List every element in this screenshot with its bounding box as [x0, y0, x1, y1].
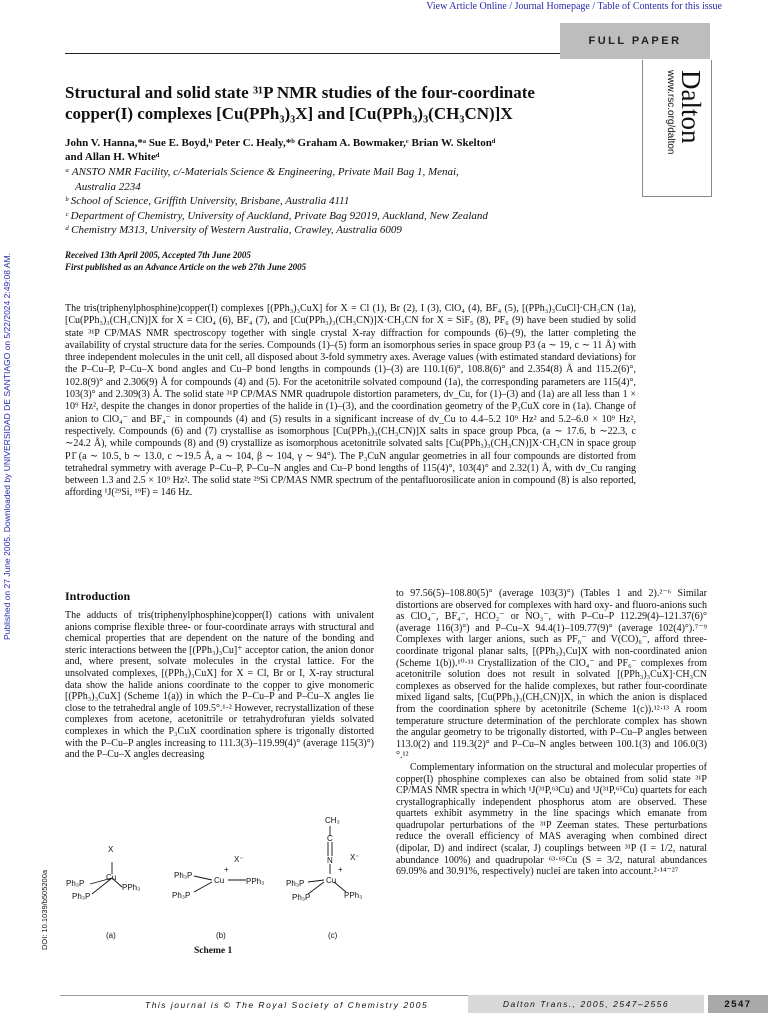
view-article-online-link[interactable]: View Article Online: [426, 1, 507, 12]
scheme-c-pph3: PPh₃: [344, 891, 363, 900]
scheme-c-ch3: CH₃: [325, 816, 340, 825]
scheme-1-figure: [62, 812, 374, 962]
affiliation-b: ᵇ School of Science, Griffith University, Brisbane, Australia 4111: [65, 195, 350, 207]
scheme-c-xminus: X⁻: [350, 853, 360, 862]
scheme-caption: Scheme 1: [194, 946, 233, 956]
author-list: John V. Hanna,*ᵃ Sue E. Boyd,ᵇ Peter C. Healy,*ᵇ Graham A. Bowmaker,ᶜ Brian W. Skeltonᵈ and Allan H. Whiteᵈ: [65, 137, 496, 163]
affiliations: [65, 166, 625, 239]
intro-column-left: The adducts of tris(triphenylphosphine)copper(I) cations with univalent anions comprise flexible three- or four-coordinate arrays with structural and chemical properties that are dependent on the nature of the bonding and steric interactions between the [(PPh₃)₃Cu]⁺ acceptor cation, the anion donor and, where present, solvate molecules in the crystal lattice. For the unsolvated complexes, [(PPh₃)₃CuX] for X = Cl, Br or I, X-ray structural data show the halide anions coordinate to the copper to give monomeric [(PPh₃)₃CuX] (Scheme 1(a)) in which the P–Cu–P and P–Cu–X angles lie close to the tetrahedral angle of 109.5°.¹·² However, recrystallization of these complexes from acetone, acetonitrile or tetrahydrofuran yields solvated complexes in which the P₃CuX coordination sphere is trigonally distorted with the P–Cu–P angles increasing to 111.3(3)–119.99(4)° (average 115(3)°) and the P–Cu–X angles decreasing: [65, 610, 374, 761]
scheme-b-xminus: X⁻: [234, 855, 244, 864]
journal-name: Dalton: [676, 70, 706, 144]
intro-paragraph-2: Complementary information on the structural and molecular properties of copper(I) phosphine complexes can also be obtained from solid state ³¹P CP/MAS NMR spectra in which ¹J(³¹P,⁶³Cu) and ¹J(³¹P,⁶⁵Cu) quartets for each crystallographically independent phosphorus atom are observed. These quartets exhibit asymmetry in the line spacings which emanate from quadrupolar perturbations of the ³¹P Zeeman states. These perturbations reduce the overall efficiency of MAS averaging when combined direct (dipolar, D) and indirect (scalar, J) couplings between ³¹P (I = 1/2, natural abundance 100%) and quadrupolar ⁶³·⁶⁵Cu (S = 3/2, natural abundances 69.09% and 30.91%, respectively) nuclei are taken into account.²·¹⁴⁻²⁷: [396, 761, 707, 878]
footer-rule: [60, 995, 468, 996]
doi-label: DOI: 10.1039/b505200a: [40, 869, 49, 950]
header-rule: [65, 53, 560, 54]
intro-column-right: [396, 588, 707, 878]
scheme-c-label: (c): [328, 931, 338, 940]
scheme-a-ph3p-1: Ph₃P: [66, 879, 85, 888]
citation: Dalton Trans., 2005, 2547–2556: [468, 995, 704, 1013]
scheme-c-cu: Cu: [326, 876, 337, 885]
article-dates: Received 13th April 2005, Accepted 7th June 2005 First published as an Advance Article on the web 27th June 2005: [65, 250, 307, 272]
affiliation-d: ᵈ Chemistry M313, University of Western Australia, Crawley, Australia 6009: [65, 224, 402, 236]
scheme-b-ph3p-1: Ph₃P: [174, 871, 193, 880]
affiliation-c: ᶜ Department of Chemistry, University of Auckland, Private Bag 92019, Auckland, New Zealand: [65, 209, 488, 222]
scheme-b-plus: +: [224, 865, 229, 874]
scheme-c-plus: +: [338, 865, 343, 874]
journal-homepage-link[interactable]: Journal Homepage: [514, 1, 590, 12]
scheme-a-label: (a): [106, 931, 116, 940]
scheme-b-label: (b): [216, 931, 226, 940]
article-title: Structural and solid state ³¹P NMR studies of the four-coordinate copper(I) complexes [Cu(PPh₃)₃X] and [Cu(PPh₃)₃(CH₃CN)]X: [65, 83, 535, 123]
scheme-a-x: X: [108, 845, 114, 854]
scheme-b-cu: Cu: [214, 876, 225, 885]
top-links: View Article Online / Journal Homepage / Table of Contents for this issue: [426, 1, 722, 12]
affiliation-a: ᵃ ANSTO NMR Facility, c/-Materials Science & Engineering, Private Mail Bag 1, Menai,: [65, 166, 459, 178]
affiliation-a-cont: Australia 2234: [75, 180, 141, 193]
scheme-b-pph3: PPh₃: [246, 877, 265, 886]
download-note: Published on 27 June 2005. Downloaded by UNIVERSIDAD DE SANTIAGO on 5/22/2024 2:49:08 AM.: [2, 253, 12, 640]
scheme-c-c: C: [327, 834, 333, 843]
abstract: The tris(triphenylphosphine)copper(I) complexes [(PPh₃)₃CuX] for X = Cl (1), Br (2), I (3), ClO₄ (4), BF₄ (5), [(PPh₃)₃CuCl]·CH₃CN (1a), [Cu(PPh₃)₃(CH₃CN)]X for X = ClO₄ (6), BF₄ (7), and [Cu(PPh₃)₃(CH₃CN)]X·CH₃CN for X = SiF₅ (8), PF₆ (9) have been studied by solid state ³¹P CP/MAS NMR spectroscopy together with single crystal X-ray diffraction for compounds (6)–(9), the latter completing the availability of crystal structure data for the series. Compounds (1)–(5) form an isomorphous series in space group P3 (a ∼ 19, c ∼ 11 Å) with three independent molecules in the unit cell, all disposed about 3-fold symmetry axes. Average values (with estimated standard deviations) for the P–Cu–P, P–Cu–X bond angles and Cu–P bond lengths in compounds (1)–(3) are 110.1(6)°, 108.8(6)° and 2.354(8) Å and 115.2(6)°, 102.8(9)° and 2.306(9) Å for compounds (4) and (5). For the acetonitrile solvated compound (1a), the corresponding parameters are 115(4)°, 103(3)° and 2.309(3) Å. The solid state ³¹P CP/MAS NMR quadrupole distortion parameters, dv_Cu, for (1)–(3) and (1a) are all less than 1 × 10⁹ Hz², despite the changes in donor properties of the halide in (1)–(3), and the coordination geometry of the P₃CuX core in (1a). Change of anion to ClO₄⁻ and BF₄⁻ in compounds (4) and (5) results in a significant increase of dv_Cu to 4.4–5.2 10⁹ Hz² and 5.2–6.0 × 10⁹ Hz², respectively. Compounds (6) and (7) crystallise as isomorphous [Cu(PPh₃)₃(CH₃CN)]X salts in space group Pbca, (a ∼ 17.6, b ∼22.3, c ∼24.2 Å), while compounds (8) and (9) crystallize as isomorphous acetonitrile solvated salts [Cu(PPh₃)₃(CH₃CN)]X·CH₃CN in space group P1̄ (a ∼ 10.5, b ∼ 13.0, c ∼19.5 Å, a ∼ 104, β ∼ 104, γ ∼ 94°). The P₃CuN angular geometries in all four compounds are distorted from tetrahedral symmetry with average P–Cu–P, P–Cu–N angles and Cu–P bond lengths of 115(4)°, 103(4)° and 2.32(1) Å, with dv_Cu ranging between 1.3 and 2.5 × 10⁹ Hz². The solid state ²⁹Si CP/MAS NMR spectrum of the pentafluorosilicate anion in compound (8) is also reported, affording ¹J(²⁹Si, ¹⁹F) = 146 Hz.: [65, 303, 636, 499]
section-badge: FULL PAPER: [560, 23, 710, 59]
section-heading-introduction: Introduction: [65, 589, 131, 603]
scheme-a-cu: Cu: [106, 873, 117, 882]
scheme-c-n: N: [327, 856, 333, 865]
scheme-a-ph3p-2: Ph₃P: [72, 892, 91, 901]
copyright-note: This journal is © The Royal Society of Chemistry 2005: [145, 1000, 429, 1010]
scheme-b-ph3p-2: Ph₃P: [172, 891, 191, 900]
scheme-c-ph3p-2: Ph₃P: [292, 893, 311, 902]
journal-url[interactable]: www.rsc.org/dalton: [665, 70, 676, 155]
scheme-c-ph3p-1: Ph₃P: [286, 879, 305, 888]
scheme-a-pph3: PPh₃: [122, 883, 141, 892]
intro-paragraph: to 97.56(5)–108.80(5)° (average 103(3)°) (Tables 1 and 2).²⁻⁶ Similar distortions are observed for complexes with hard oxy- and fluoro-anions such as ClO₄⁻, BF₄⁻, HCO₂⁻ or NO₃⁻, with P–Cu–P 112.29(4)–121.37(6)° (average 116(3)°) and P–Cu–X 94.4(1)–109.77(9)° (average 102(4)°).⁷⁻⁹ Complexes with larger anions, such as PF₆⁻ and V(CO)₆⁻, afford three-coordinate trigonal planar salts, [(PPh₃)₃Cu]X with non-coordinated anion (Scheme 1(b)).¹⁰·¹¹ Crystallization of the ClO₄⁻ and PF₆⁻ complexes from acetonitrile solution does not result in solvated [(PPh₃)₃CuX]·CH₃CN complexes as observed for the halide complexes, but rather four-coordinate mixed ligand salts, [Cu(PPh₃)₃(CH₃CN)]X, in which the anion is displaced from the coordination sphere by acetonitrile (Scheme 1(c)).¹²·¹³ A room temperature structure determination of the perchlorate complex has shown the angular geometry to be trigonally distorted, with P–Cu–P angles between 113.0(2) and 119.3(2)° and P–Cu–N angles between 100.1(3) and 106.0(3)°.¹²: [396, 588, 707, 762]
page-number: 2547: [708, 995, 768, 1013]
table-of-contents-link[interactable]: Table of Contents for this issue: [597, 1, 722, 12]
journal-banner: [646, 68, 706, 192]
